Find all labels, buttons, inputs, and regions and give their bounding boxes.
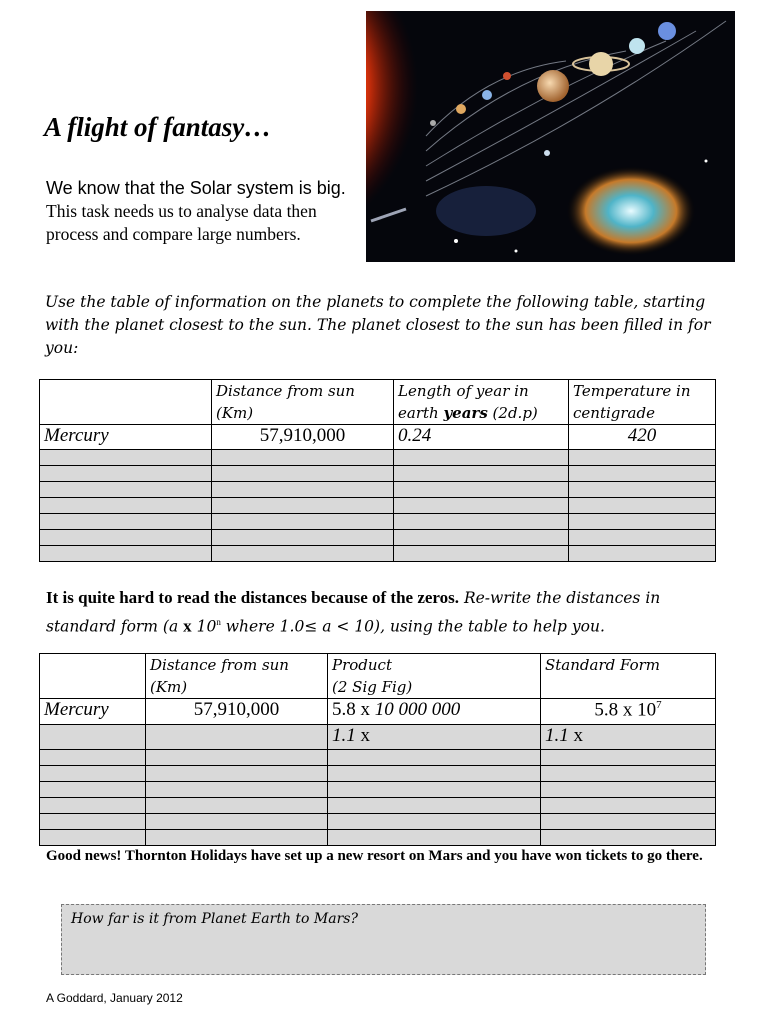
empty-cell[interactable] xyxy=(40,530,212,546)
intro-serif: This task needs us to analyse data then process and compare large numbers. xyxy=(46,201,317,244)
empty-cell[interactable] xyxy=(40,750,146,766)
instructions: Use the table of information on the planets to complete the following table, starting with the planet closest to the sun. The planet closest to the sun has been filled in for you: xyxy=(45,293,711,357)
table-row xyxy=(40,782,716,798)
table-row xyxy=(40,546,716,562)
empty-cell[interactable] xyxy=(146,782,328,798)
header-temperature: Temperature in centigrade xyxy=(569,380,716,425)
product-x: x xyxy=(360,699,370,720)
product-cell[interactable] xyxy=(328,725,541,750)
page-title: A flight of fantasy… xyxy=(44,112,272,142)
distance-cell: 57,910,000 xyxy=(146,699,328,725)
table-row xyxy=(40,766,716,782)
header-length-of-year xyxy=(394,380,569,425)
empty-cell[interactable] xyxy=(146,766,328,782)
table-row xyxy=(40,498,716,514)
empty-cell[interactable] xyxy=(569,498,716,514)
table-row xyxy=(40,725,716,750)
standard-form-value: 1.1 xyxy=(545,725,569,746)
empty-cell[interactable] xyxy=(146,798,328,814)
empty-cell[interactable] xyxy=(40,725,146,750)
table-row xyxy=(40,450,716,466)
empty-cell[interactable] xyxy=(40,546,212,562)
empty-cell[interactable] xyxy=(569,482,716,498)
table-row xyxy=(40,699,716,725)
para2-italic2: 10 xyxy=(191,617,217,636)
empty-cell[interactable] xyxy=(212,482,394,498)
header-product xyxy=(328,654,541,699)
intro-text xyxy=(46,177,366,246)
footer-author: A Goddard, January 2012 xyxy=(46,991,183,1005)
empty-cell[interactable] xyxy=(212,450,394,466)
table-row xyxy=(40,425,716,450)
table-row xyxy=(40,482,716,498)
planets-table xyxy=(39,379,716,562)
good-news-text: Good news! Thornton Holidays have set up a new resort on Mars and you have won tickets to go there. xyxy=(46,848,703,864)
header-cell xyxy=(40,654,146,699)
empty-cell[interactable] xyxy=(394,514,569,530)
product-value: 1.1 xyxy=(332,725,356,746)
empty-cell[interactable] xyxy=(328,766,541,782)
header-cell xyxy=(40,380,212,425)
empty-cell[interactable] xyxy=(569,450,716,466)
planet-name-cell: Mercury xyxy=(40,699,146,725)
product-x: x xyxy=(360,725,370,746)
para2-x: x xyxy=(183,616,192,636)
empty-cell[interactable] xyxy=(541,798,716,814)
header-2dp: (2d.p) xyxy=(487,404,538,422)
empty-cell[interactable] xyxy=(569,514,716,530)
header-distance: Distance from sun (Km) xyxy=(212,380,394,425)
standard-form-table xyxy=(39,653,716,846)
empty-cell[interactable] xyxy=(541,830,716,846)
standard-form-value: 5.8 x 10 xyxy=(594,699,657,721)
product-value: 5.8 xyxy=(332,699,356,720)
table-header-row xyxy=(40,654,716,699)
header-standard-form: Standard Form xyxy=(541,654,716,699)
distance-cell: 57,910,000 xyxy=(212,425,394,450)
empty-cell[interactable] xyxy=(328,798,541,814)
empty-cell[interactable] xyxy=(394,530,569,546)
standard-form-x: x xyxy=(573,725,583,746)
empty-cell[interactable] xyxy=(328,814,541,830)
header-product-text: Product xyxy=(332,656,392,674)
empty-cell[interactable] xyxy=(146,814,328,830)
empty-cell[interactable] xyxy=(40,814,146,830)
para2-italic3: where 1.0≤ a < 10), using the table to help you. xyxy=(220,617,605,636)
table-row xyxy=(40,830,716,846)
header-distance: Distance from sun (Km) xyxy=(146,654,328,699)
empty-cell[interactable] xyxy=(40,830,146,846)
empty-cell[interactable] xyxy=(146,750,328,766)
empty-cell[interactable] xyxy=(212,514,394,530)
standard-form-cell xyxy=(541,699,716,725)
empty-cell[interactable] xyxy=(40,482,212,498)
table-row xyxy=(40,750,716,766)
standard-form-instructions xyxy=(46,586,726,639)
empty-cell[interactable] xyxy=(569,466,716,482)
empty-cell[interactable] xyxy=(40,798,146,814)
table-row xyxy=(40,466,716,482)
empty-cell[interactable] xyxy=(541,782,716,798)
para2-sup: n xyxy=(216,617,221,627)
product-cell xyxy=(328,699,541,725)
question-text: How far is it from Planet Earth to Mars? xyxy=(71,911,358,927)
empty-cell[interactable] xyxy=(40,450,212,466)
empty-cell[interactable] xyxy=(394,546,569,562)
table-row xyxy=(40,798,716,814)
empty-cell[interactable] xyxy=(328,830,541,846)
empty-cell[interactable] xyxy=(40,766,146,782)
empty-cell[interactable] xyxy=(541,814,716,830)
empty-cell[interactable] xyxy=(569,546,716,562)
temperature-cell: 420 xyxy=(569,425,716,450)
empty-cell[interactable] xyxy=(328,750,541,766)
empty-cell[interactable] xyxy=(40,782,146,798)
empty-cell[interactable] xyxy=(40,514,212,530)
empty-cell[interactable] xyxy=(212,530,394,546)
standard-form-exponent: 7 xyxy=(656,699,662,711)
para2-plain: It is quite hard to read the distances because of the zeros. xyxy=(46,588,460,607)
empty-cell[interactable] xyxy=(146,725,328,750)
empty-cell[interactable] xyxy=(541,750,716,766)
empty-cell[interactable] xyxy=(569,530,716,546)
header-sig-fig: (2 Sig Fig) xyxy=(332,678,413,696)
table-header-row xyxy=(40,380,716,425)
year-length-cell: 0.24 xyxy=(394,425,569,450)
table-row xyxy=(40,814,716,830)
header-years-bold: years xyxy=(443,404,488,422)
answer-box[interactable] xyxy=(61,904,706,975)
empty-cell[interactable] xyxy=(212,498,394,514)
empty-cell[interactable] xyxy=(40,466,212,482)
solar-system-image xyxy=(366,11,735,262)
empty-cell[interactable] xyxy=(40,498,212,514)
standard-form-cell[interactable] xyxy=(541,725,716,750)
intro-sans: We know that the Solar system is big. xyxy=(46,178,346,198)
empty-cell[interactable] xyxy=(328,782,541,798)
empty-cell[interactable] xyxy=(541,766,716,782)
empty-cell[interactable] xyxy=(394,466,569,482)
planet-name-cell: Mercury xyxy=(40,425,212,450)
table-row xyxy=(40,530,716,546)
empty-cell[interactable] xyxy=(212,466,394,482)
empty-cell[interactable] xyxy=(394,498,569,514)
empty-cell[interactable] xyxy=(394,450,569,466)
table-row xyxy=(40,514,716,530)
product-multiplier: 10 000 000 xyxy=(374,699,461,720)
empty-cell[interactable] xyxy=(146,830,328,846)
empty-cell[interactable] xyxy=(212,546,394,562)
para2-italic1: Re-write the distances in standard form (a xyxy=(46,589,661,636)
empty-cell[interactable] xyxy=(394,482,569,498)
header-length-text: Length of year in earth xyxy=(398,382,529,422)
